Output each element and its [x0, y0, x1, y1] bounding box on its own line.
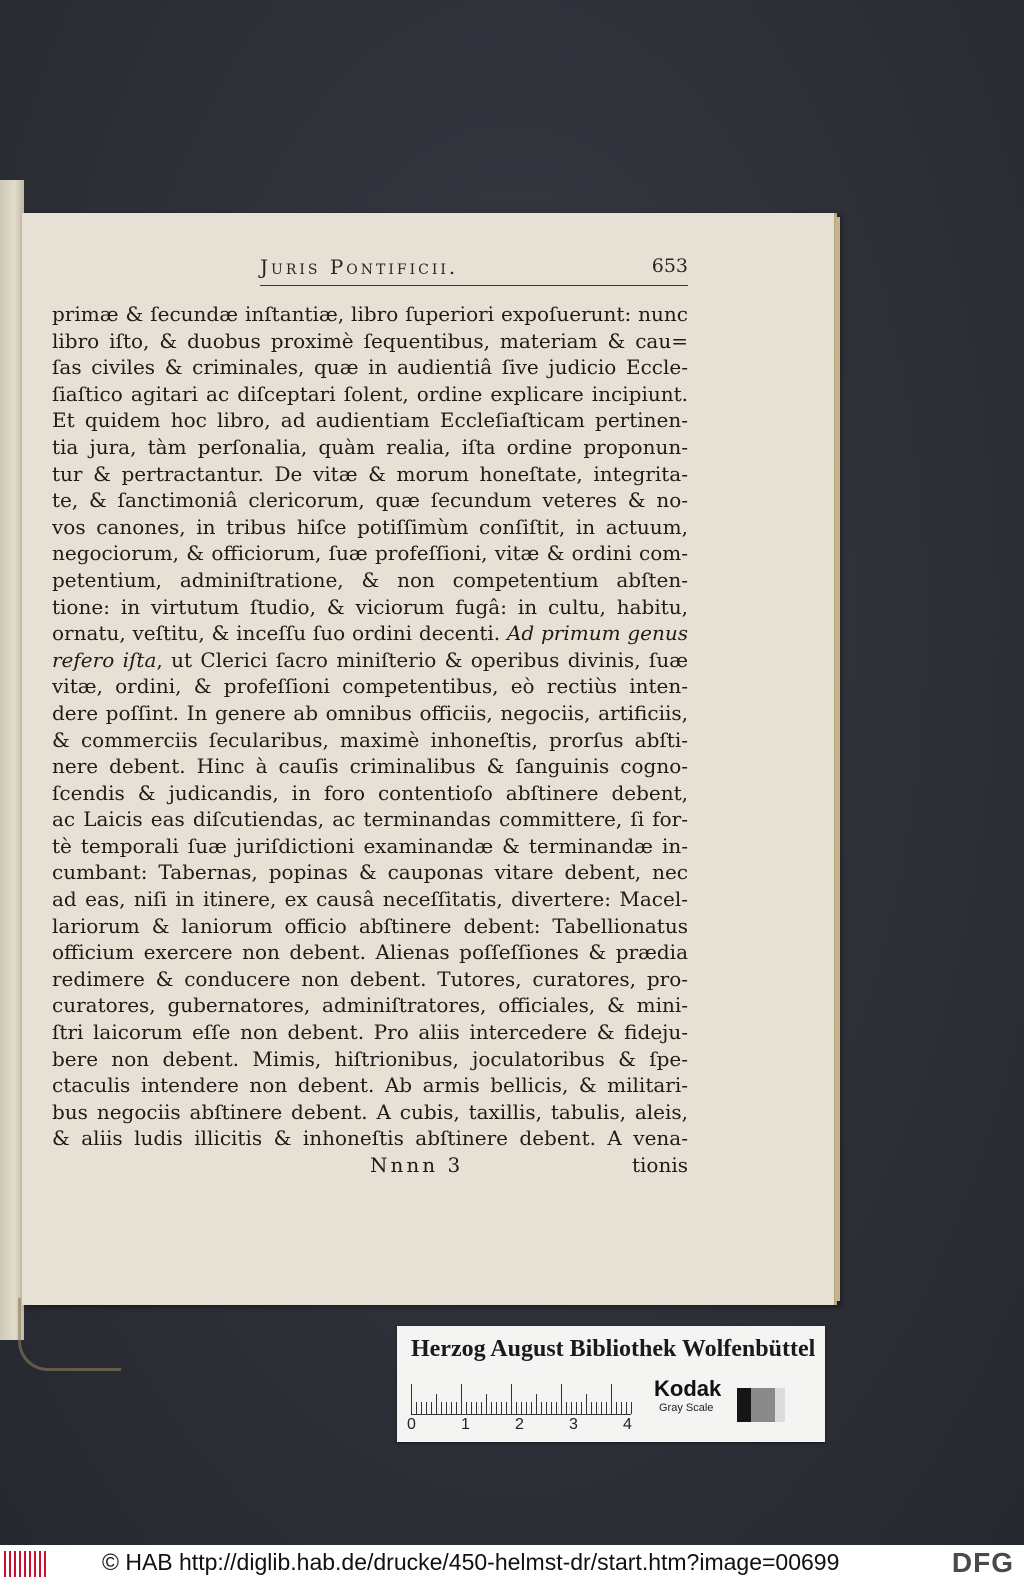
text-line: ſas civiles & criminales, quæ in audientiâ ſive judicio Eccle-: [52, 355, 688, 380]
body-text: [52, 301, 688, 1152]
text-line: curatores, gubernatores, adminiſtratores, officiales, & mini-: [52, 993, 688, 1018]
text-line: te, & ſanctimoniâ clericorum, quæ ſecundum veteres & no-: [52, 488, 688, 513]
ruler-scale: [411, 1380, 631, 1415]
ruler-tick: [591, 1402, 592, 1414]
ruler-tick: [546, 1402, 547, 1414]
ruler-tick: [611, 1384, 612, 1414]
ruler-tick: [431, 1402, 432, 1414]
ruler-tick: [596, 1402, 597, 1414]
ruler-tick: [521, 1402, 522, 1414]
ruler-tick: [616, 1402, 617, 1414]
text-line: lariorum & laniorum officio abſtinere debent: Tabellionatus: [52, 913, 688, 938]
text-line: & aliis ludis illicitis & inhoneſtis abſtinere debent. A vena-: [52, 1126, 688, 1151]
ruler-tick: [536, 1394, 537, 1414]
ruler-tick: [631, 1402, 632, 1414]
text-line: ad eas, niſi in itinere, ex causâ neceſſitatis, divertere: Macel-: [52, 887, 688, 912]
ruler-tick: [556, 1402, 557, 1414]
ruler-tick: [511, 1384, 512, 1414]
ruler-tick: [416, 1402, 417, 1414]
ruler-tick: [516, 1402, 517, 1414]
text-line: bere non debent. Mimis, hiſtrionibus, joculatoribus & ſpe-: [52, 1046, 688, 1071]
ruler-tick: [476, 1402, 477, 1414]
ruler-tick: [581, 1402, 582, 1414]
ruler-tick: [576, 1402, 577, 1414]
page-fore-edge: [835, 217, 840, 1301]
ruler-label: 4: [623, 1416, 632, 1433]
text-line: redimere & conducere non debent. Tutores, curatores, pro-: [52, 966, 688, 991]
page-foot: [52, 1153, 688, 1183]
text-line: cumbant: Tabernas, popinas & cauponas vitare debent, nec: [52, 860, 688, 885]
gray-patch-light: [775, 1388, 785, 1422]
copyright-link[interactable]: © HAB http://diglib.hab.de/drucke/450-helmst-dr/start.htm?image=00699: [102, 1549, 840, 1575]
ruler-tick: [436, 1394, 437, 1414]
ruler-tick: [466, 1402, 467, 1414]
library-color-card: [397, 1326, 825, 1442]
ruler-tick: [451, 1402, 452, 1414]
bookmark-ribbon: [18, 1298, 121, 1371]
ruler-label: 0: [407, 1416, 416, 1433]
text-line: vitæ, ordini, & profeſſioni competentibus, eò rectiùs inten-: [52, 674, 688, 699]
ruler-tick: [621, 1402, 622, 1414]
text-line: ac Laicis eas diſcutiendas, ac terminandas committere, ſi for-: [52, 807, 688, 832]
running-title: Juris Pontificii.: [260, 255, 459, 279]
text-line: tia jura, tàm perſonalia, quàm realia, iſta ordine proponun-: [52, 434, 688, 459]
ruler-tick: [481, 1402, 482, 1414]
text-line: petentium, adminiſtratione, & non competentium abſten-: [52, 567, 688, 592]
text-line: primæ & ſecundæ inſtantiæ, libro ſuperiori expoſuerunt: nunc: [52, 302, 688, 326]
ruler-tick: [541, 1402, 542, 1414]
ruler-tick: [491, 1402, 492, 1414]
book-page: [22, 213, 837, 1305]
text-line: negociorum, & officiorum, ſuæ profeſſioni, vitæ & ordini com-: [52, 541, 688, 566]
gray-patch-mid: [751, 1388, 775, 1422]
hab-barcode-icon: [4, 1551, 48, 1577]
text-line: vos canones, in tribus hiſce potiſſimùm conſiſtit, in actuum,: [52, 514, 688, 539]
ruler-tick: [441, 1402, 442, 1414]
running-head: [260, 251, 688, 286]
footer-bar: [0, 1545, 1024, 1582]
ruler-label: 1: [461, 1416, 470, 1433]
text-line: tione: in virtutum ſtudio, & viciorum fugâ: in cultu, habitu,: [52, 594, 688, 619]
ruler-tick: [461, 1384, 462, 1414]
italic-phrase: refero iſta: [52, 647, 157, 672]
ruler-tick: [471, 1402, 472, 1414]
text-line: tè temporali ſuæ juriſdictioni examinandæ & terminandæ in-: [52, 833, 688, 858]
library-name: Herzog August Bibliothek Wolfenbüttel: [411, 1336, 816, 1362]
ruler-tick: [586, 1394, 587, 1414]
ruler-tick: [501, 1402, 502, 1414]
text-line: libro iſto, & duobus proximè ſequentibus, materiam & cau=: [52, 328, 688, 353]
previous-page-edge: [0, 180, 24, 1340]
ruler-tick: [496, 1402, 497, 1414]
ruler-tick: [571, 1402, 572, 1414]
italic-phrase: Ad primum genus: [506, 621, 688, 646]
ruler-tick: [421, 1402, 422, 1414]
page-number: 653: [651, 255, 688, 277]
ruler-tick: [626, 1402, 627, 1414]
text-line: nere debent. Hinc à cauſis criminalibus & ſanguinis cogno-: [52, 754, 688, 779]
kodak-logo: Kodak: [654, 1376, 722, 1401]
text-line: ſiaſtico agitari ac diſceptari ſolent, ordine explicare incipiunt.: [52, 381, 688, 406]
gray-scale-label: Gray Scale: [659, 1402, 714, 1414]
text-line: ſcendis & judicandis, in foro contentioſo abſtinere debent,: [52, 780, 688, 805]
ruler-tick: [411, 1384, 412, 1414]
ruler-tick: [456, 1402, 457, 1414]
ruler-tick: [526, 1402, 527, 1414]
ruler-tick: [551, 1402, 552, 1414]
ruler-tick: [426, 1402, 427, 1414]
text-line: Et quidem hoc libro, ad audientiam Eccleſiaſticam pertinen-: [52, 408, 688, 433]
ruler-tick: [506, 1402, 507, 1414]
text-line: ſtri laicorum eſſe non debent. Pro aliis intercedere & fideju-: [52, 1020, 688, 1045]
text-line: ctaculis intendere non debent. Ab armis bellicis, & militari-: [52, 1073, 688, 1098]
ruler-tick: [446, 1402, 447, 1414]
text-line: dere poſſint. In genere ab omnibus officiis, negociis, artificiis,: [52, 700, 688, 725]
text-line: tur & pertractantur. De vitæ & morum honeſtate, integrita-: [52, 461, 688, 486]
ruler-tick: [601, 1402, 602, 1414]
text-line: bus negociis abſtinere debent. A cubis, taxillis, tabulis, aleis,: [52, 1099, 688, 1124]
text-line: officium exercere non debent. Alienas poſſeſſiones & prædia: [52, 940, 688, 965]
catchword: tionis: [631, 1153, 688, 1177]
text-line: & commerciis ſecularibus, maximè inhoneſtis, prorſus abſti-: [52, 727, 688, 752]
ruler-label: 2: [515, 1416, 524, 1433]
text-line: refero iſta, ut Clerici ſacro miniſterio & operibus divinis, ſuæ: [52, 647, 688, 672]
ruler-labels: [407, 1416, 637, 1436]
ruler-tick: [566, 1402, 567, 1414]
signature-mark: Nnnn 3: [370, 1153, 464, 1177]
gray-patch-black: [737, 1388, 751, 1422]
text-line: ornatu, veſtitu, & inceſſu ſuo ordini decenti. Ad primum genus: [52, 621, 688, 646]
ruler-tick: [606, 1402, 607, 1414]
ruler-tick: [561, 1384, 562, 1414]
ruler-label: 3: [569, 1416, 578, 1433]
ruler-tick: [486, 1394, 487, 1414]
dfg-logo: DFG: [951, 1547, 1014, 1578]
ruler-tick: [531, 1402, 532, 1414]
